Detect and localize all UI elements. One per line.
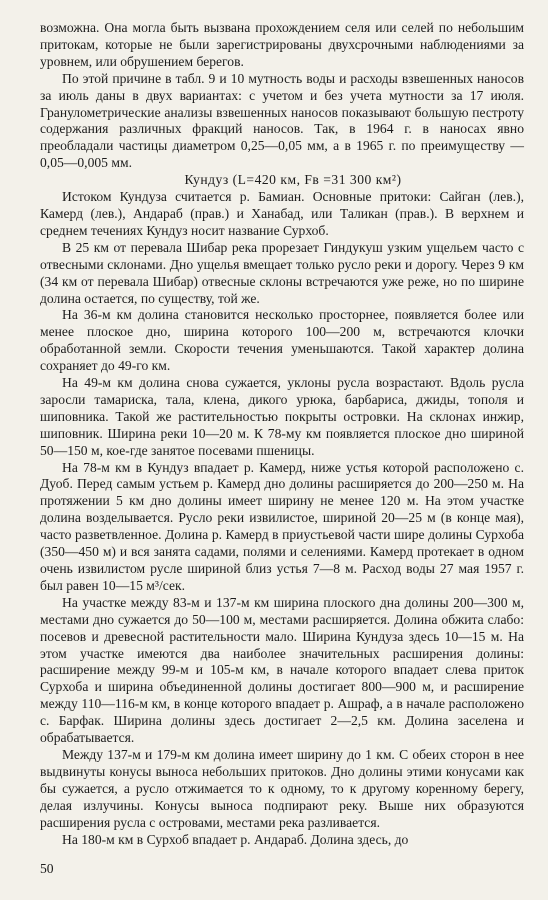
paragraph-5: На 36-м км долина становится несколько просторнее, появляется более или менее плоское дно, ширина которого 100—200 м, встречаются клочки обработанной земли. Скорости течения уменьшаются. Такой характер долина сохраняет до 49-го км.: [40, 307, 524, 374]
paragraph-9: Между 137-м и 179-м км долина имеет ширину до 1 км. С обеих сторон в нее выдвинуты конусы выноса небольших притоков. Дно долины этими конусами как бы сужается, а русло отжимается то к одному, то к другому коренному берегу, делая излучины. Конусы выноса подпирают реку. Выше них образуются расширения русла с островами, местами река разливается.: [40, 746, 524, 830]
paragraph-10: На 180-м км в Сурхоб впадает р. Андараб. Долина здесь, до: [62, 831, 409, 847]
paragraph-3: Истоком Кундуза считается р. Бамиан. Основные притоки: Сайган (лев.), Камерд (лев.), Андараб (прав.) и Ханабад, или Таликан (прав.). В верхнем и среднем течениях Кундуз носит название Сурхоб.: [40, 189, 524, 238]
paragraph-1: возможна. Она могла быть вызвана прохождением селя или селей по небольшим притокам, которые не были зарегистрированы двухсрочными наблюдениями за уровнем, или обрушением берегов.: [40, 20, 524, 69]
paragraph-7: На 78-м км в Кундуз впадает р. Камерд, ниже устья которой расположено с. Дуоб. Перед самым устьем р. Камерд дно долины расширяется до 200—250 м. На протяжении 5 км дно долины имеет ширину не менее 120 м. На этом участке долина возделывается. Русло реки извилистое, шириной 20—25 м (в конце мая), часто разветвленное. Долина р. Камерд в приустьевой части шире долины Сурхоба (350—450 м) и вся занята садами, полями и селениями. Камерд протекает в одном очень извилистом русле шириной близ устья 7—8 м. Расход воды 27 мая 1957 г. был равен 10—15 м³/сек.: [40, 459, 524, 593]
section-heading: Кундуз (L=420 км, Fв =31 300 км²): [184, 172, 402, 188]
paragraph-2: По этой причине в табл. 9 и 10 мутность воды и расходы взвешенных наносов за июль даны в двух вариантах: с учетом и без учета мутности за 17 июля. Гранулометрические анализы взвешенных наносов показывают большую пестроту содержания различных фракций наносов. Так, в 1964 г. в наносах явно преобладали частицы диаметром 0,25—0,05 мм, а в 1965 г. по преимуществу — 0,05—0,005 мм.: [40, 70, 524, 171]
paragraph-6: На 49-м км долина снова сужается, уклоны русла возрастают. Вдоль русла заросли тамариска, тала, клена, дикого урюка, барбариса, джиды, тополя и шиповника. Такой же растительностью покрыты островки. На склонах инжир, шиповник. Ширина реки 10—20 м. К 78-му км появляется плоское дно шириной 50—150 м, кое-где занятое посевами пшеницы.: [40, 375, 524, 458]
paragraph-8: На участке между 83-м и 137-м км ширина плоского дна долины 200—300 м, местами дно сужается до 50—100 м, местами расширяется. Долина обжита слабо: посевов и древесной растительности мало. Ширина Кундуза здесь 10—15 м. На этом участке имеются два наиболее значительных расширения долины: расширение между 99-м и 105-м км, в начале которого впадает слева приток Сурхоба и ширина объединенной долины достигает 800—900 м, и расширение между 110—116-м км, в конце которого впадает р. Ашраф, а в начале расположено с. Барфак. Ширина долины здесь достигает 2—2,5 км. Долина заселена и обрабатывается.: [40, 594, 524, 746]
body-text: [40, 20, 524, 848]
page-number: 50: [40, 861, 54, 876]
paragraph-4: В 25 км от перевала Шибар река прорезает Гиндукуш узким ущельем часто с отвесными склонами. Дно ущелья вмещает только русло реки и дорогу. Через 9 км (34 км от перевала Шибар) отвесные склоны встречаются уже реже, но по ширине долина остается, по существу, той же.: [40, 239, 524, 306]
